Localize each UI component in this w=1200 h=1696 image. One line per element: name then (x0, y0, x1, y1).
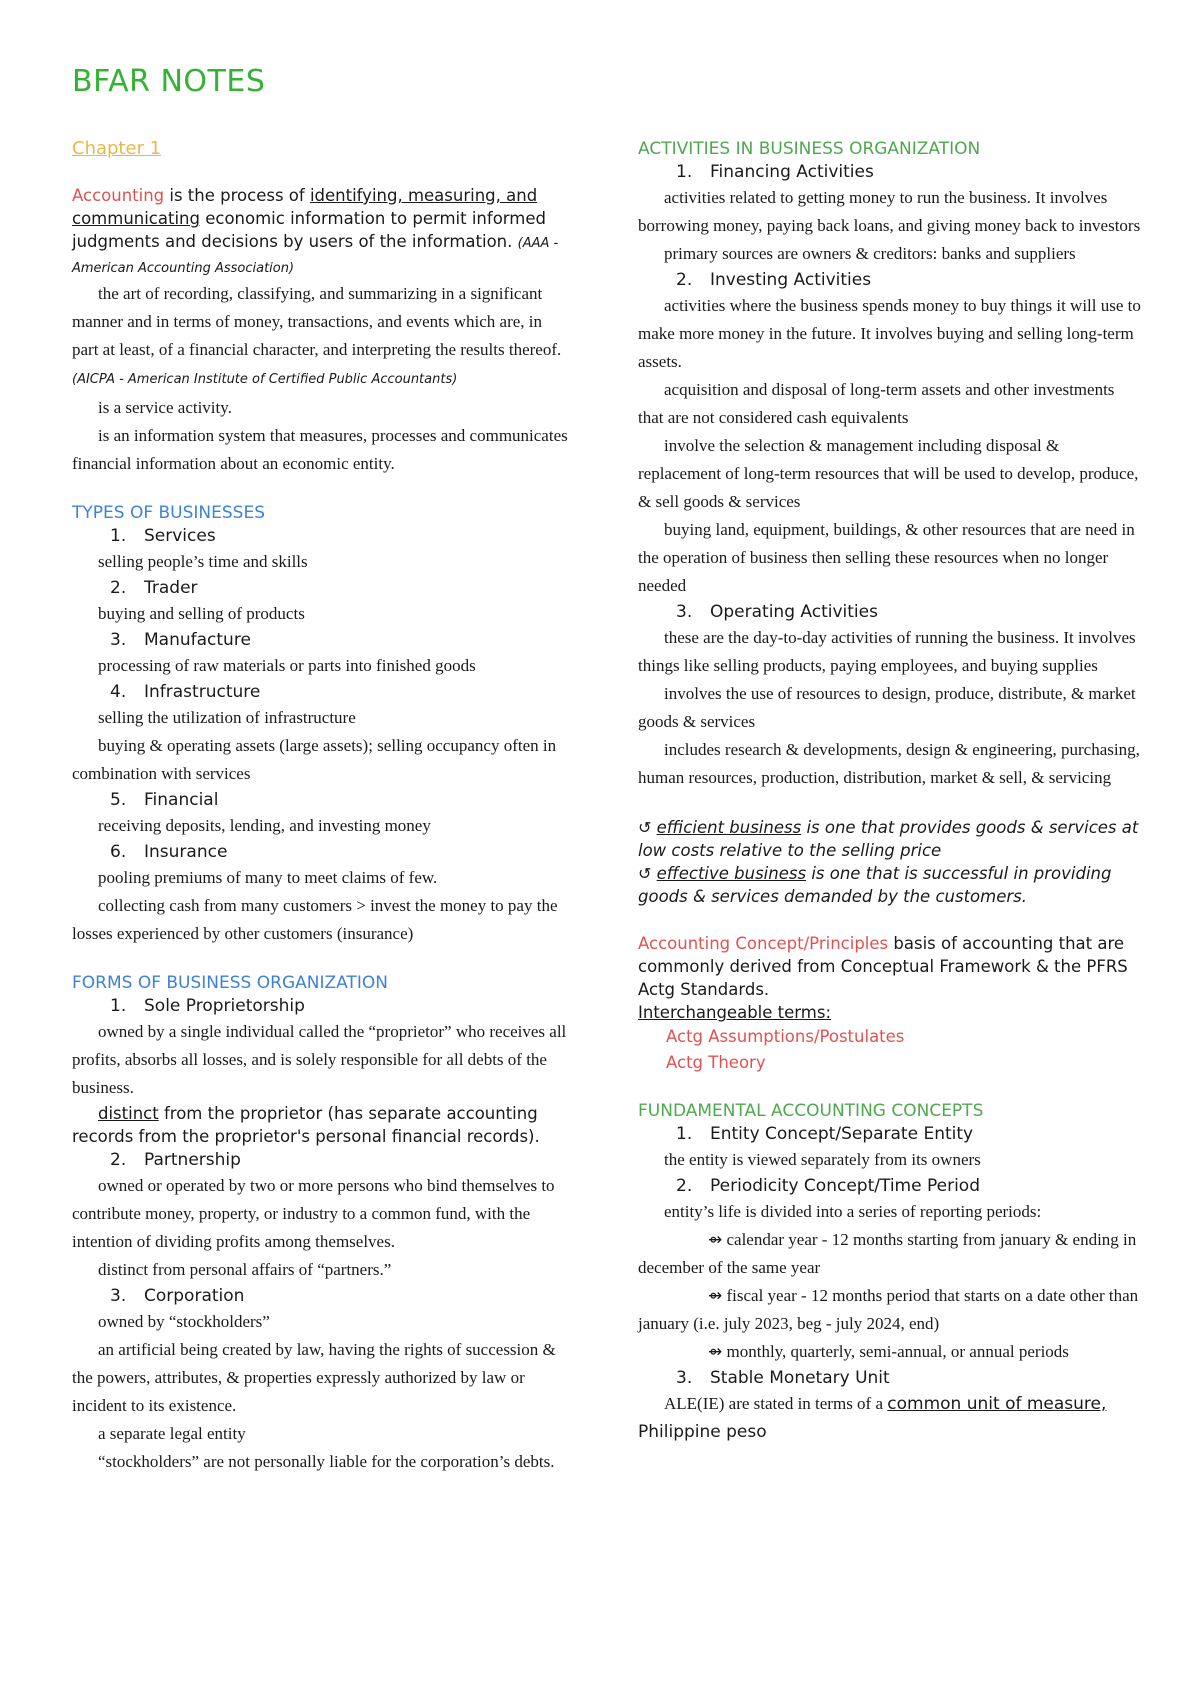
form-distinct-note: distinct from the proprietor (has separate accounting records from the proprietor's personal financial records). (72, 1104, 540, 1146)
activity-desc: activities where the business spends money to buy things it will use to make more money in the future. It involves buying and selling long-term assets. (638, 296, 1141, 371)
period-bullet: ⇴ calendar year - 12 months starting from january & ending in december of the same year (638, 1230, 1137, 1277)
type-item: 1. Services (110, 526, 216, 546)
form-desc: “stockholders” are not personally liable for the corporation’s debts. (98, 1452, 555, 1471)
type-desc: collecting cash from many customers > invest the money to pay the losses experienced by other customers (insurance) (72, 896, 558, 943)
principles-definition: Accounting Concept/Principles basis of accounting that are commonly derived from Conceptual Framework & the PFRS Actg Standards. (638, 934, 1128, 999)
left-column (72, 138, 572, 1476)
accounting-definition-aaa: Accounting is the process of identifying, measuring, and communicating economic information to permit informed judgments and decisions by users of the information. (AAA - American Accounting Association) (72, 186, 559, 276)
type-item: 6. Insurance (110, 842, 228, 862)
efficient-business-note: ↺ efficient business is one that provides goods & services at low costs relative to the selling price (638, 818, 1139, 860)
concept-item-stable-monetary: 3. Stable Monetary Unit (676, 1368, 890, 1388)
concept-item-periodicity: 2. Periodicity Concept/Time Period (676, 1176, 980, 1196)
type-item: 4. Infrastructure (110, 682, 261, 702)
activity-item-financing: 1. Financing Activities (676, 162, 874, 182)
accounting-term: Accounting (72, 186, 165, 205)
period-bullet: ⇴ fiscal year - 12 months period that starts on a date other than january (i.e. july 2023, beg - july 2024, end) (638, 1286, 1139, 1333)
concept-desc: entity’s life is divided into a series of reporting periods: (664, 1202, 1042, 1221)
period-bullet: ⇴ monthly, quarterly, semi-annual, or annual periods (708, 1342, 1069, 1361)
activity-desc: involve the selection & management including disposal & replacement of long-term resources that will be used to develop, produce, & sell goods & services (638, 436, 1139, 511)
activity-item-investing: 2. Investing Activities (676, 270, 872, 290)
accounting-definition-service: is a service activity. (98, 398, 232, 417)
form-desc: a separate legal entity (98, 1424, 246, 1443)
activity-desc: involves the use of resources to design, produce, distribute, & market goods & services (638, 684, 1136, 731)
type-desc: buying and selling of products (98, 604, 305, 623)
chapter-heading: Chapter 1 (72, 138, 162, 159)
accounting-definition-aicpa: the art of recording, classifying, and summarizing in a significant manner and in terms of money, transactions, and events which are, in part at least, of a financial character, and interpreting the results thereof. (AICPA - American Institute of Certified Public Accountants) (72, 284, 562, 387)
type-item: 3. Manufacture (110, 630, 251, 650)
type-item: 5. Financial (110, 790, 219, 810)
type-desc: selling the utilization of infrastructure (98, 708, 356, 727)
form-item-corporation: 3. Corporation (110, 1286, 245, 1306)
type-desc: receiving deposits, lending, and investing money (98, 816, 431, 835)
form-desc: distinct from personal affairs of “partners.” (98, 1260, 392, 1279)
activities-heading: ACTIVITIES IN BUSINESS ORGANIZATION (638, 139, 981, 159)
activity-desc: acquisition and disposal of long-term assets and other investments that are not considered cash equivalents (638, 380, 1115, 427)
activity-desc: activities related to getting money to run the business. It involves borrowing money, paying back loans, and giving money back to investors (638, 188, 1141, 235)
interchangeable-label: Interchangeable terms: (638, 1003, 831, 1022)
type-desc: selling people’s time and skills (98, 552, 308, 571)
activity-desc: includes research & developments, design & engineering, purchasing, human resources, production, distribution, market & sell, & servicing (638, 740, 1140, 787)
activity-item-operating: 3. Operating Activities (676, 602, 878, 622)
types-list (72, 524, 572, 948)
effective-business-note: ↺ effective business is one that is successful in providing goods & services demanded by the customers. (638, 864, 1112, 906)
type-desc: processing of raw materials or parts into finished goods (98, 656, 476, 675)
concept-desc: ALE(IE) are stated in terms of a common unit of measure, Philippine peso (638, 1394, 1107, 1442)
activity-desc: buying land, equipment, buildings, & other resources that are need in the operation of business then selling these resources when no longer needed (638, 520, 1135, 595)
form-item-sole: 1. Sole Proprietorship (110, 996, 305, 1016)
form-desc: an artificial being created by law, having the rights of succession & the powers, attributes, & properties expressly authorized by law or incident to its existence. (72, 1340, 556, 1415)
type-item: 2. Trader (110, 578, 198, 598)
concept-item-entity: 1. Entity Concept/Separate Entity (676, 1124, 974, 1144)
accounting-definition-info-system: is an information system that measures, processes and communicates financial information about an economic entity. (72, 426, 568, 473)
forms-heading: FORMS OF BUSINESS ORGANIZATION (72, 973, 388, 993)
concept-desc: the entity is viewed separately from its owners (664, 1150, 981, 1169)
type-desc: buying & operating assets (large assets); selling occupancy often in combination with services (72, 736, 557, 783)
form-desc: owned by a single individual called the “proprietor” who receives all profits, absorbs all losses, and is solely responsible for all debts of the business. (72, 1022, 567, 1097)
document-title: BFAR NOTES (72, 64, 266, 99)
types-heading: TYPES OF BUSINESSES (72, 503, 266, 523)
principles-term: Accounting Concept/Principles (638, 934, 889, 953)
fundamental-heading: FUNDAMENTAL ACCOUNTING CONCEPTS (638, 1101, 984, 1121)
interchangeable-item: Actg Theory (666, 1053, 766, 1072)
interchangeable-item: Actg Assumptions/Postulates (666, 1027, 905, 1046)
form-item-partnership: 2. Partnership (110, 1150, 241, 1170)
right-column (638, 138, 1143, 1446)
form-desc: owned or operated by two or more persons who bind themselves to contribute money, property, or industry to a common fund, with the intention of dividing profits among themselves. (72, 1176, 555, 1251)
type-desc: pooling premiums of many to meet claims of few. (98, 868, 438, 887)
source-citation: (AICPA - American Institute of Certified Public Accountants) (72, 372, 458, 387)
activity-desc: primary sources are owners & creditors: banks and suppliers (664, 244, 1076, 263)
activity-desc: these are the day-to-day activities of running the business. It involves things like selling products, paying employees, and buying supplies (638, 628, 1136, 675)
loop-arrow-icon: ↺ (638, 818, 652, 837)
loop-arrow-icon: ↺ (638, 864, 652, 883)
source-citation: (AAA - American Accounting Association) (72, 236, 559, 276)
form-desc: owned by “stockholders” (98, 1312, 270, 1331)
